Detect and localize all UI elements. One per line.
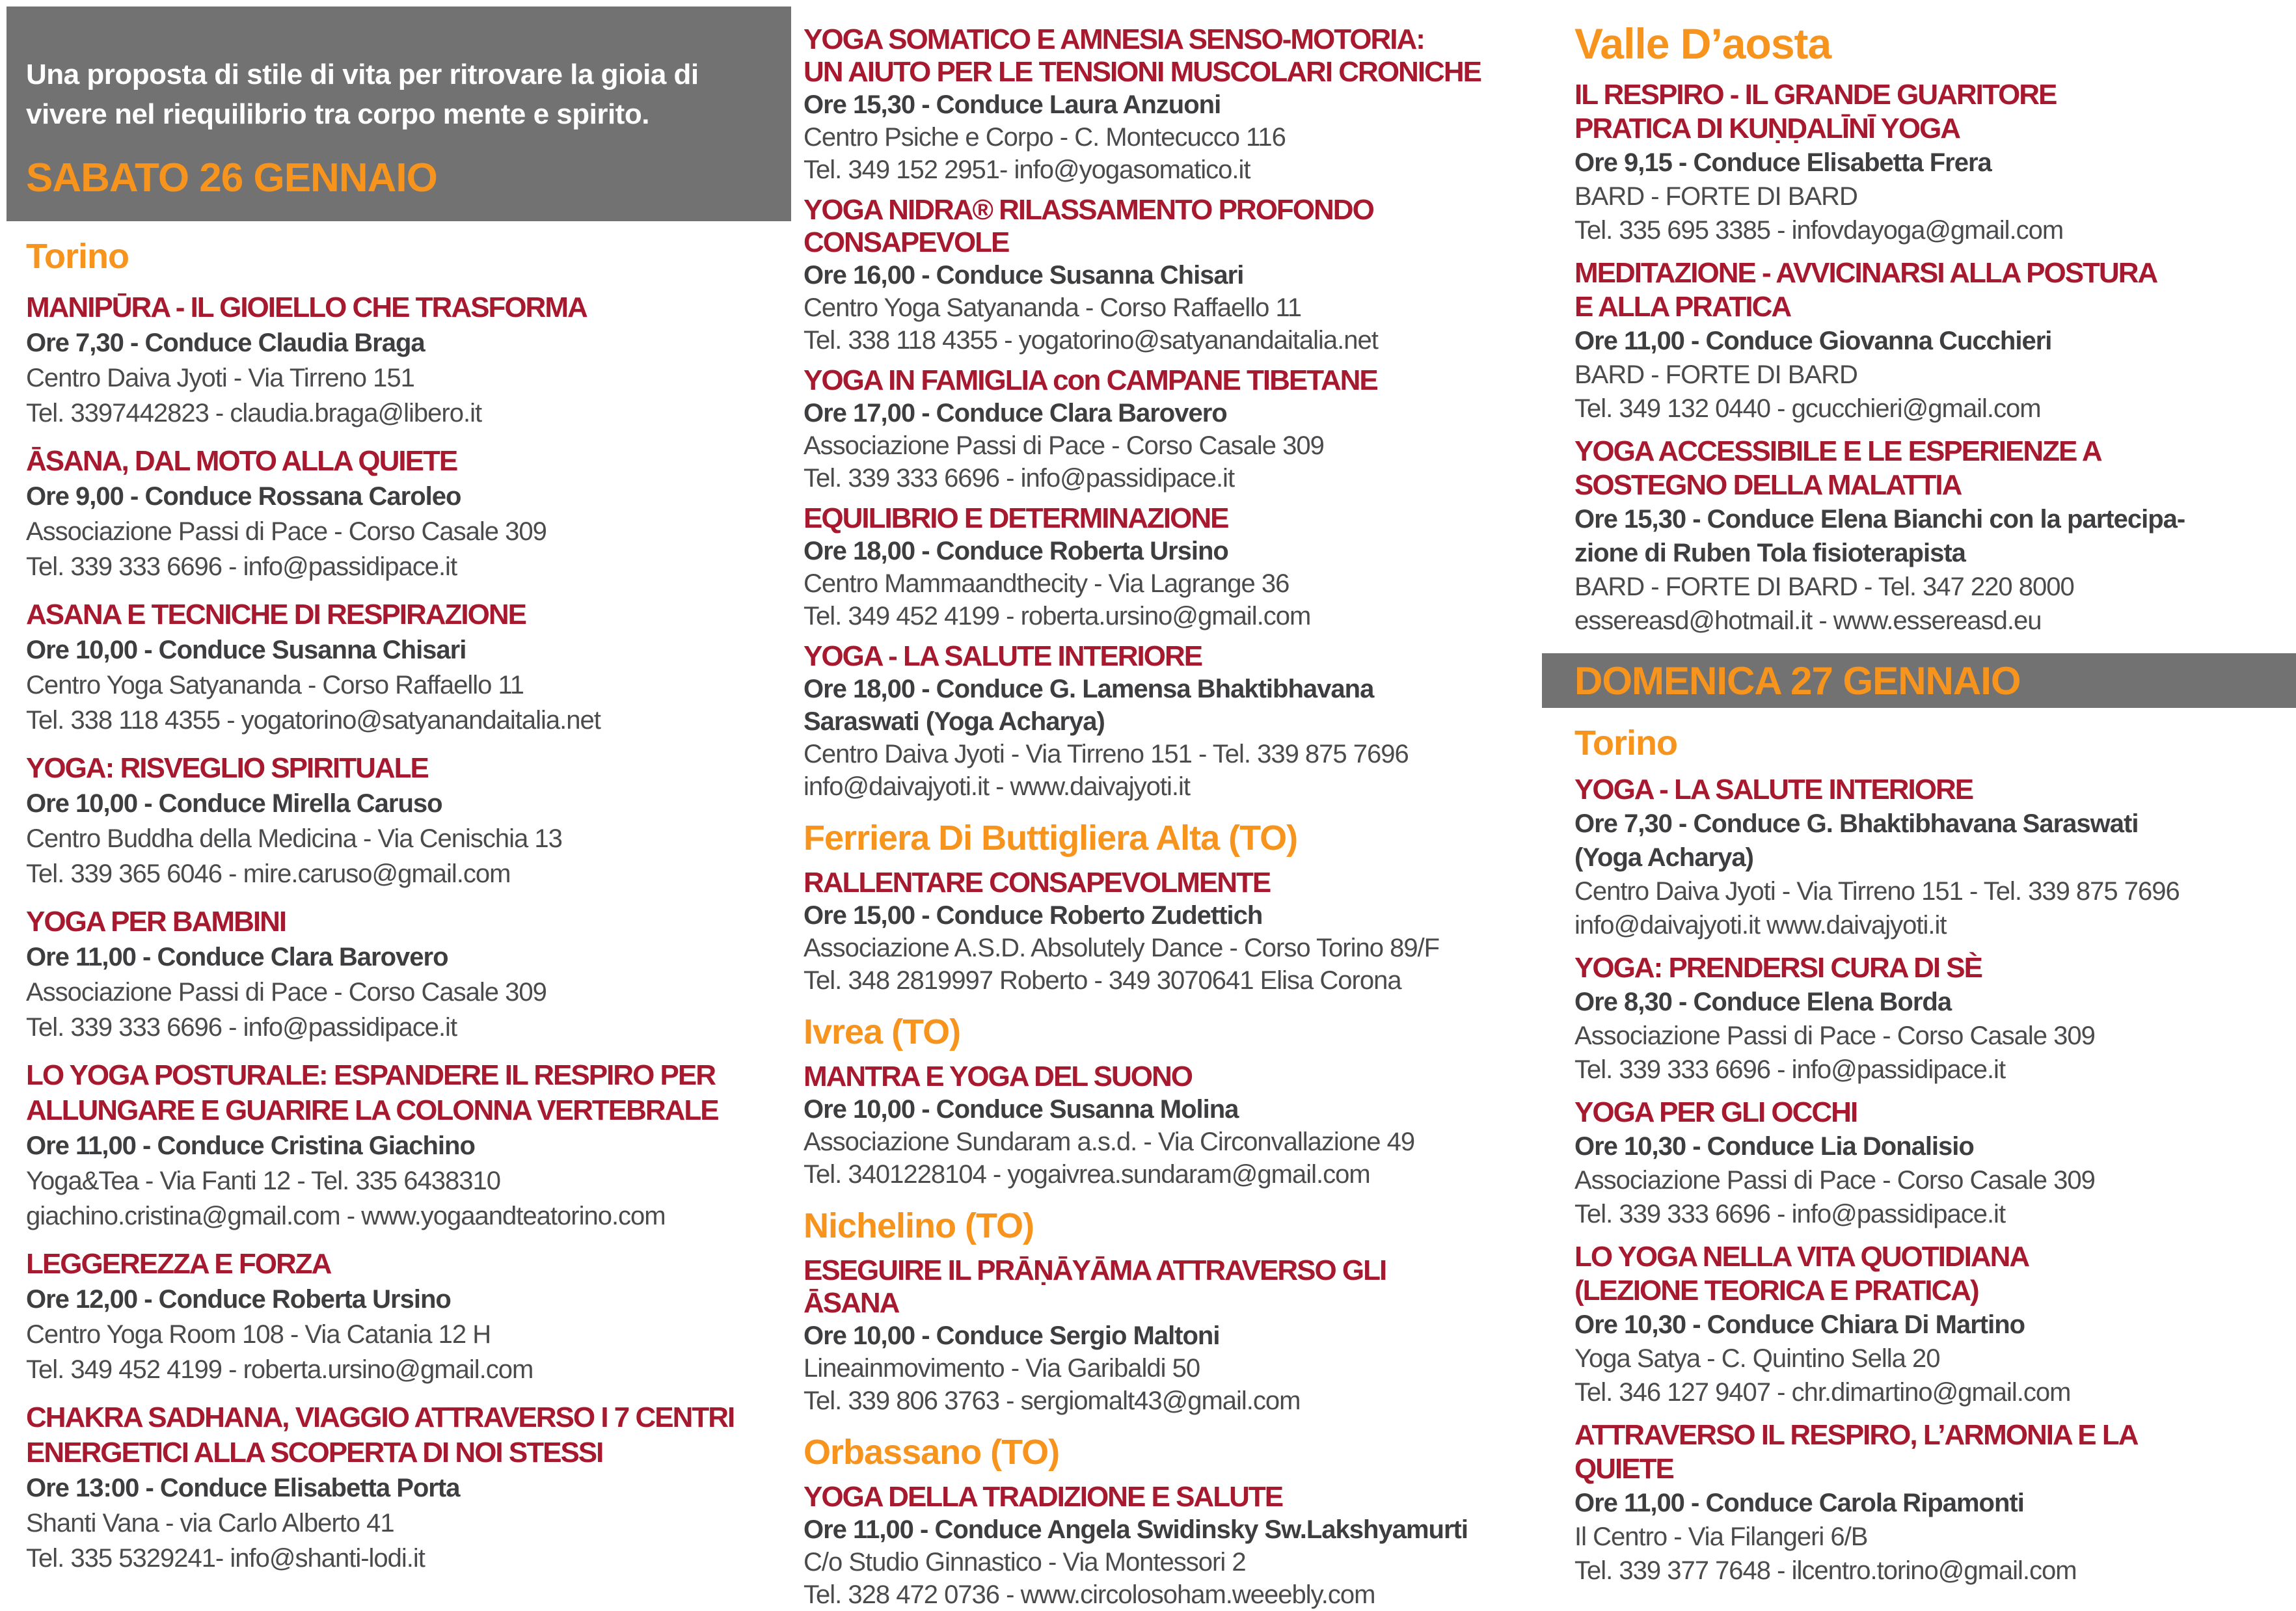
event (1574, 78, 2296, 247)
event-detail-line: C/o Studio Ginnastico - Via Montessori 2 (804, 1548, 1246, 1577)
event-title-line: CONSAPEVOLE (804, 226, 1009, 258)
event (1574, 773, 2296, 942)
event (1574, 435, 2296, 638)
event-title-line: YOGA: PRENDERSI CURA DI SÈ (1574, 952, 1982, 984)
event-title-line: ENERGETICI ALLA SCOPERTA DI NOI STESSI (26, 1437, 603, 1469)
event-detail-line: Shanti Vana - via Carlo Alberto 41 (26, 1509, 394, 1537)
event-time-line: Saraswati (Yoga Acharya) (804, 707, 1105, 736)
event-title-line: MEDITAZIONE - AVVICINARSI ALLA POSTURA (1574, 257, 2157, 289)
city-heading: Ivrea (TO) (804, 1012, 961, 1051)
event-title-line: SOSTEGNO DELLA MALATTIA (1574, 469, 1962, 501)
event-time-line: Ore 11,00 - Conduce Giovanna Cucchieri (1574, 327, 2052, 355)
event-time-line: Ore 10,30 - Conduce Chiara Di Martino (1574, 1310, 2025, 1339)
city-heading: Torino (1574, 724, 1677, 763)
event-detail-line: Tel. 339 333 6696 - info@passidipace.it (1574, 1055, 2006, 1084)
event-detail-line: Tel. 339 806 3763 - sergiomalt43@gmail.com (804, 1387, 1301, 1415)
event-title-line: LO YOGA NELLA VITA QUOTIDIANA (1574, 1241, 2029, 1273)
event-detail-line: Associazione Passi di Pace - Corso Casale 309 (26, 517, 547, 546)
event (804, 1061, 1552, 1191)
event-time-line: Ore 13:00 - Conduce Elisabetta Porta (26, 1474, 460, 1502)
event-detail-line: Tel. 339 365 6046 - mire.caruso@gmail.com (26, 860, 511, 888)
event-detail-line: Tel. 339 333 6696 - info@passidipace.it (26, 552, 457, 581)
event-title-line: IL RESPIRO - IL GRANDE GUARITORE (1574, 79, 2057, 111)
event-time-line: Ore 9,15 - Conduce Elisabetta Frera (1574, 148, 1992, 177)
event-title-line: E ALLA PRATICA (1574, 291, 1791, 323)
event-detail-line: Tel. 328 472 0736 - www.circolosoham.weeebly.com (804, 1580, 1375, 1609)
event-time-line: Ore 10,00 - Conduce Mirella Caruso (26, 789, 442, 818)
event-title-line: ATTRAVERSO IL RESPIRO, L’ARMONIA E LA (1574, 1419, 2138, 1451)
event-time-line: Ore 10,00 - Conduce Susanna Molina (804, 1095, 1239, 1124)
event-title-line: YOGA SOMATICO E AMNESIA SENSO-MOTORIA: (804, 23, 1424, 55)
event-time-line: Ore 8,30 - Conduce Elena Borda (1574, 988, 1952, 1016)
event-time-line: Ore 10,00 - Conduce Susanna Chisari (26, 636, 466, 664)
event-time-line: (Yoga Acharya) (1574, 843, 1753, 872)
event-detail-line: Tel. 339 377 7648 - ilcentro.torino@gmail.com (1574, 1556, 2077, 1585)
event-time-line: Ore 15,30 - Conduce Laura Anzuoni (804, 90, 1221, 119)
event-time-line: Ore 18,00 - Conduce G. Lamensa Bhaktibhavana (804, 675, 1374, 703)
event-title-line: YOGA: RISVEGLIO SPIRITUALE (26, 752, 428, 784)
event (1574, 1418, 2296, 1588)
event-detail-line: Tel. 346 127 9407 - chr.dimartino@gmail.com (1574, 1378, 2071, 1407)
event-title-line: RALLENTARE CONSAPEVOLMENTE (804, 867, 1271, 899)
event-detail-line: Centro Buddha della Medicina - Via Cenischia 13 (26, 824, 562, 853)
event-title-line: ASANA E TECNICHE DI RESPIRAZIONE (26, 599, 526, 630)
event-detail-line: Tel. 349 452 4199 - roberta.ursino@gmail.com (804, 602, 1311, 630)
event-title-line: QUIETE (1574, 1453, 1673, 1485)
event-detail-line: Tel. 349 452 4199 - roberta.ursino@gmail.com (26, 1355, 533, 1384)
event-detail-line: Associazione A.S.D. Absolutely Dance - Corso Torino 89/F (804, 934, 1440, 962)
event-detail-line: Tel. 335 5329241- info@shanti-lodi.it (26, 1544, 425, 1573)
event-detail-line: essereasd@hotmail.it - www.essereasd.eu (1574, 606, 2042, 635)
intro-text-line-2: vivere nel riequilibrio tra corpo mente e spirito. (26, 98, 649, 130)
city-heading: Ferriera Di Buttigliera Alta (TO) (804, 819, 1298, 858)
event-detail-line: Centro Daiva Jyoti - Via Tirreno 151 (26, 364, 414, 392)
event-title-line: YOGA NIDRA® RILASSAMENTO PROFONDO (804, 194, 1373, 226)
event-title-line: ESEGUIRE IL PRĀṆĀYĀMA ATTRAVERSO GLI (804, 1254, 1386, 1286)
event-time-line: Ore 11,00 - Conduce Angela Swidinsky Sw.Lakshyamurti (804, 1515, 1468, 1544)
event-title-line: (LEZIONE TEORICA E PRATICA) (1574, 1275, 1979, 1306)
event-time-line: Ore 11,00 - Conduce Carola Ripamonti (1574, 1489, 2024, 1517)
event-title-line: PRATICA DI KUṆḌALĪNĪ YOGA (1574, 113, 1960, 144)
event-title-line: YOGA PER GLI OCCHI (1574, 1096, 1857, 1128)
event-title-line: MANTRA E YOGA DEL SUONO (804, 1061, 1192, 1092)
event-title-line: EQUILIBRIO E DETERMINAZIONE (804, 502, 1228, 534)
event (1574, 256, 2296, 426)
event-detail-line: Il Centro - Via Filangeri 6/B (1574, 1523, 1868, 1551)
day-banner-label: DOMENICA 27 GENNAIO (1574, 658, 2021, 703)
event-detail-line: Centro Psiche e Corpo - C. Montecucco 116 (804, 123, 1286, 152)
event (804, 867, 1552, 997)
event-title-line: YOGA PER BAMBINI (26, 906, 286, 938)
city-heading: Valle D’aosta (1574, 20, 1831, 68)
event-time-line: Ore 12,00 - Conduce Roberta Ursino (26, 1285, 451, 1314)
day-header-saturday: SABATO 26 GENNAIO (26, 156, 437, 200)
event-detail-line: info@daivajyoti.it www.daivajyoti.it (1574, 911, 1947, 940)
event-time-line: Ore 10,00 - Conduce Sergio Maltoni (804, 1321, 1220, 1350)
city-heading: Orbassano (TO) (804, 1433, 1060, 1472)
event-detail-line: Tel. 3397442823 - claudia.braga@libero.it (26, 399, 482, 427)
event-detail-line: BARD - FORTE DI BARD (1574, 182, 1857, 211)
event (804, 502, 1552, 632)
event-time-line: Ore 16,00 - Conduce Susanna Chisari (804, 261, 1244, 290)
event (26, 904, 791, 1045)
event-title-line: CHAKRA SADHANA, VIAGGIO ATTRAVERSO I 7 CENTRI (26, 1401, 735, 1433)
event-time-line: Ore 17,00 - Conduce Clara Barovero (804, 399, 1227, 427)
column-middle (804, 23, 1552, 1611)
event-detail-line: giachino.cristina@gmail.com - www.yogaandteatorino.com (26, 1202, 666, 1230)
event-detail-line: Tel. 339 333 6696 - info@passidipace.it (26, 1013, 457, 1042)
event-title-line: LO YOGA POSTURALE: ESPANDERE IL RESPIRO PER (26, 1059, 715, 1091)
column-right (1574, 18, 2296, 1588)
event-time-line: Ore 11,00 - Conduce Cristina Giachino (26, 1131, 475, 1160)
event-title-line: YOGA - LA SALUTE INTERIORE (1574, 774, 1973, 806)
event (26, 290, 791, 431)
event-detail-line: Associazione Sundaram a.s.d. - Via Circonvallazione 49 (804, 1128, 1415, 1156)
city-heading: Torino (26, 237, 129, 276)
event-time-line: Ore 10,30 - Conduce Lia Donalisio (1574, 1132, 1974, 1161)
intro-box (7, 7, 791, 221)
event-detail-line: Associazione Passi di Pace - Corso Casale 309 (26, 978, 547, 1007)
intro-text-line-1: Una proposta di stile di vita per ritrovare la gioia di (26, 59, 699, 90)
event (26, 597, 791, 738)
event (1574, 951, 2296, 1087)
event-title-line: YOGA - LA SALUTE INTERIORE (804, 640, 1202, 672)
event-title-line: ĀSANA (804, 1287, 899, 1319)
event (804, 640, 1552, 803)
event-title-line: ĀSANA, DAL MOTO ALLA QUIETE (26, 445, 457, 477)
event-time-line: Ore 9,00 - Conduce Rossana Caroleo (26, 482, 461, 511)
event-detail-line: Centro Daiva Jyoti - Via Tirreno 151 - Tel. 339 875 7696 (804, 740, 1409, 768)
event (804, 1481, 1552, 1611)
city-heading: Nichelino (TO) (804, 1206, 1034, 1245)
event-title-line: YOGA IN FAMIGLIA con CAMPANE TIBETANE (804, 364, 1377, 396)
event (26, 751, 791, 891)
event-time-line: Ore 18,00 - Conduce Roberta Ursino (804, 537, 1228, 565)
event-title-line: YOGA DELLA TRADIZIONE E SALUTE (804, 1481, 1283, 1513)
event-detail-line: Lineainmovimento - Via Garibaldi 50 (804, 1354, 1200, 1383)
event (26, 444, 791, 584)
event (26, 1400, 791, 1576)
event (804, 364, 1552, 494)
event-detail-line: Tel. 349 152 2951- info@yogasomatico.it (804, 156, 1250, 184)
column-left (26, 236, 791, 1576)
event-detail-line: Associazione Passi di Pace - Corso Casale 309 (804, 431, 1324, 460)
event-title-line: ALLUNGARE E GUARIRE LA COLONNA VERTEBRALE (26, 1094, 718, 1126)
event-time-line: zione di Ruben Tola fisioterapista (1574, 539, 1965, 567)
event (1574, 1240, 2296, 1409)
event-detail-line: Tel. 335 695 3385 - infovdayoga@gmail.com (1574, 216, 2064, 245)
event (26, 1247, 791, 1387)
event-time-line: Ore 7,30 - Conduce G. Bhaktibhavana Saraswati (1574, 809, 2139, 838)
event-detail-line: Tel. 338 118 4355 - yogatorino@satyanandaitalia.net (26, 706, 601, 735)
event (26, 1058, 791, 1234)
event-detail-line: Tel. 349 132 0440 - gcucchieri@gmail.com (1574, 394, 2041, 423)
event-title-line: LEGGEREZZA E FORZA (26, 1248, 331, 1280)
event-detail-line: Centro Yoga Satyananda - Corso Raffaello 11 (26, 671, 524, 699)
event (804, 194, 1552, 357)
event-detail-line: Centro Mammaandthecity - Via Lagrange 36 (804, 569, 1290, 598)
event-title-line: UN AIUTO PER LE TENSIONI MUSCOLARI CRONICHE (804, 56, 1481, 88)
event-title-line: YOGA ACCESSIBILE E LE ESPERIENZE A (1574, 435, 2101, 467)
event (1574, 1096, 2296, 1231)
event-detail-line: info@daivajyoti.it - www.daivajyoti.it (804, 772, 1190, 801)
event-time-line: Ore 15,30 - Conduce Elena Bianchi con la partecipa- (1574, 505, 2185, 534)
event-time-line: Ore 7,30 - Conduce Claudia Braga (26, 329, 425, 357)
event-detail-line: Centro Daiva Jyoti - Via Tirreno 151 - Tel. 339 875 7696 (1574, 877, 2180, 906)
event-time-line: Ore 11,00 - Conduce Clara Barovero (26, 943, 448, 971)
event-detail-line: Centro Yoga Satyananda - Corso Raffaello 11 (804, 293, 1301, 322)
event (804, 1254, 1552, 1417)
event-detail-line: Tel. 3401228104 - yogaivrea.sundaram@gmail.com (804, 1160, 1370, 1189)
event-detail-line: Yoga Satya - C. Quintino Sella 20 (1574, 1344, 1940, 1373)
event-detail-line: Tel. 348 2819997 Roberto - 349 3070641 Elisa Corona (804, 966, 1401, 995)
event-detail-line: Tel. 338 118 4355 - yogatorino@satyanandaitalia.net (804, 326, 1378, 355)
event (804, 23, 1552, 186)
event-detail-line: Associazione Passi di Pace - Corso Casale 309 (1574, 1022, 2095, 1050)
event-detail-line: Tel. 339 333 6696 - info@passidipace.it (1574, 1200, 2006, 1228)
event-detail-line: Yoga&Tea - Via Fanti 12 - Tel. 335 6438310 (26, 1167, 500, 1195)
event-detail-line: Associazione Passi di Pace - Corso Casale 309 (1574, 1166, 2095, 1195)
event-detail-line: BARD - FORTE DI BARD (1574, 360, 1857, 389)
event-detail-line: Centro Yoga Room 108 - Via Catania 12 H (26, 1320, 491, 1349)
event-detail-line: BARD - FORTE DI BARD - Tel. 347 220 8000 (1574, 573, 2074, 601)
day-banner (1542, 653, 2296, 708)
event-detail-line: Tel. 339 333 6696 - info@passidipace.it (804, 464, 1235, 493)
event-title-line: MANIPŪRA - IL GIOIELLO CHE TRASFORMA (26, 291, 587, 323)
event-time-line: Ore 15,00 - Conduce Roberto Zudettich (804, 901, 1263, 930)
